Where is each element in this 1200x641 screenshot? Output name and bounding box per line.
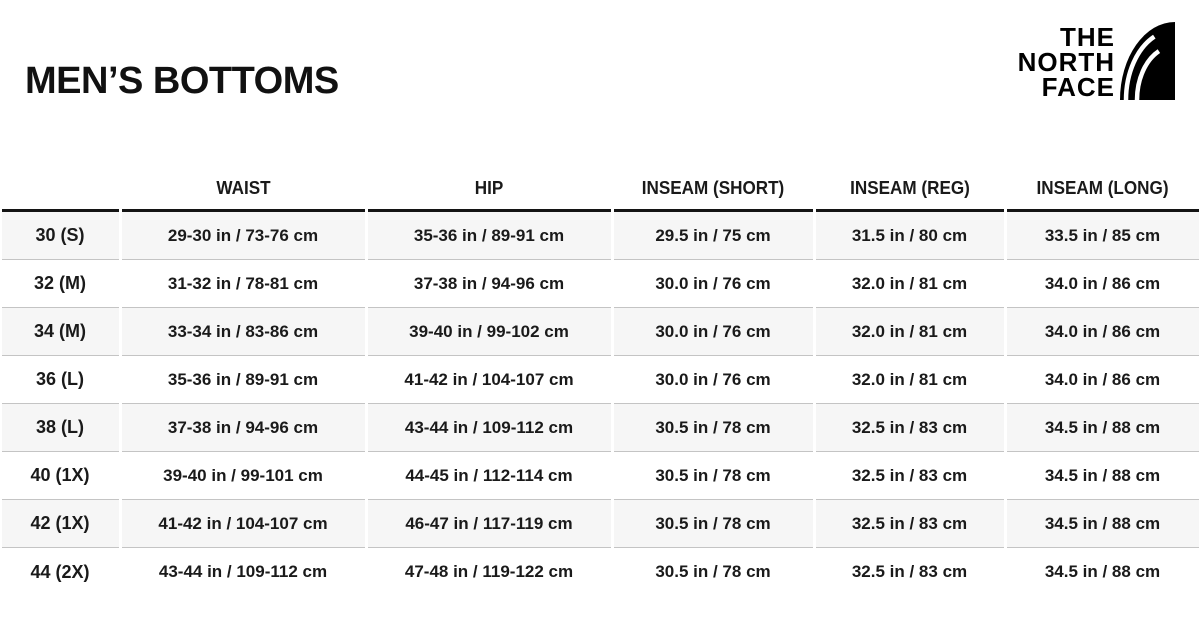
column-header-label: INSEAM (SHORT) xyxy=(641,178,785,198)
hip-cell: 39-40 in / 99-102 cm xyxy=(368,308,611,356)
hip-cell: 47-48 in / 119-122 cm xyxy=(368,548,611,596)
size-cell: 44 (2X) xyxy=(2,548,119,596)
column-header-inseam-long xyxy=(1007,160,1199,212)
inseam-short-cell: 30.0 in / 76 cm xyxy=(614,308,813,356)
column-header-waist xyxy=(122,160,365,212)
size-cell: 36 (L) xyxy=(2,356,119,404)
hip-cell: 44-45 in / 112-114 cm xyxy=(368,452,611,500)
column-header-inseam-reg xyxy=(816,160,1004,212)
size-cell: 38 (L) xyxy=(2,404,119,452)
hip-cell: 43-44 in / 109-112 cm xyxy=(368,404,611,452)
inseam-long-cell: 33.5 in / 85 cm xyxy=(1007,212,1199,260)
waist-cell: 39-40 in / 99-101 cm xyxy=(122,452,365,500)
inseam-short-cell: 30.5 in / 78 cm xyxy=(614,548,813,596)
inseam-long-cell: 34.0 in / 86 cm xyxy=(1007,308,1199,356)
inseam-short-cell: 30.0 in / 76 cm xyxy=(614,356,813,404)
logo-word-north: NORTH xyxy=(1017,47,1115,77)
waist-cell: 43-44 in / 109-112 cm xyxy=(122,548,365,596)
logo-word-the: THE xyxy=(1060,22,1115,52)
hip-cell: 46-47 in / 117-119 cm xyxy=(368,500,611,548)
inseam-reg-cell: 32.5 in / 83 cm xyxy=(816,452,1004,500)
size-cell: 42 (1X) xyxy=(2,500,119,548)
inseam-reg-cell: 31.5 in / 80 cm xyxy=(816,212,1004,260)
hip-cell: 37-38 in / 94-96 cm xyxy=(368,260,611,308)
hip-cell: 35-36 in / 89-91 cm xyxy=(368,212,611,260)
inseam-short-cell: 29.5 in / 75 cm xyxy=(614,212,813,260)
inseam-short-cell: 30.0 in / 76 cm xyxy=(614,260,813,308)
inseam-reg-cell: 32.0 in / 81 cm xyxy=(816,260,1004,308)
page-title: MEN’S BOTTOMS xyxy=(25,60,339,102)
inseam-short-cell: 30.5 in / 78 cm xyxy=(614,500,813,548)
size-cell: 30 (S) xyxy=(2,212,119,260)
inseam-reg-cell: 32.5 in / 83 cm xyxy=(816,404,1004,452)
size-cell: 40 (1X) xyxy=(2,452,119,500)
logo-word-face: FACE xyxy=(1041,72,1115,102)
inseam-long-cell: 34.0 in / 86 cm xyxy=(1007,356,1199,404)
column-header-inseam-short xyxy=(614,160,813,212)
waist-cell: 29-30 in / 73-76 cm xyxy=(122,212,365,260)
inseam-long-cell: 34.0 in / 86 cm xyxy=(1007,260,1199,308)
half-dome-icon xyxy=(1118,20,1177,102)
inseam-reg-cell: 32.5 in / 83 cm xyxy=(816,548,1004,596)
inseam-short-cell: 30.5 in / 78 cm xyxy=(614,452,813,500)
inseam-long-cell: 34.5 in / 88 cm xyxy=(1007,548,1199,596)
north-face-logo xyxy=(1018,20,1177,102)
column-header-hip xyxy=(368,160,611,212)
column-header-label: INSEAM (LONG) xyxy=(1036,178,1169,198)
inseam-long-cell: 34.5 in / 88 cm xyxy=(1007,500,1199,548)
inseam-long-cell: 34.5 in / 88 cm xyxy=(1007,404,1199,452)
size-table xyxy=(0,160,1200,596)
size-cell: 34 (M) xyxy=(2,308,119,356)
column-header-label: INSEAM (REG) xyxy=(849,178,970,198)
inseam-short-cell: 30.5 in / 78 cm xyxy=(614,404,813,452)
column-header-size xyxy=(2,160,119,212)
waist-cell: 35-36 in / 89-91 cm xyxy=(122,356,365,404)
inseam-long-cell: 34.5 in / 88 cm xyxy=(1007,452,1199,500)
column-header-label: WAIST xyxy=(215,178,271,198)
waist-cell: 33-34 in / 83-86 cm xyxy=(122,308,365,356)
waist-cell: 37-38 in / 94-96 cm xyxy=(122,404,365,452)
inseam-reg-cell: 32.5 in / 83 cm xyxy=(816,500,1004,548)
logo-wordmark xyxy=(1017,22,1115,102)
column-header-label: HIP xyxy=(474,178,504,198)
inseam-reg-cell: 32.0 in / 81 cm xyxy=(816,308,1004,356)
size-cell: 32 (M) xyxy=(2,260,119,308)
waist-cell: 31-32 in / 78-81 cm xyxy=(122,260,365,308)
waist-cell: 41-42 in / 104-107 cm xyxy=(122,500,365,548)
inseam-reg-cell: 32.0 in / 81 cm xyxy=(816,356,1004,404)
hip-cell: 41-42 in / 104-107 cm xyxy=(368,356,611,404)
